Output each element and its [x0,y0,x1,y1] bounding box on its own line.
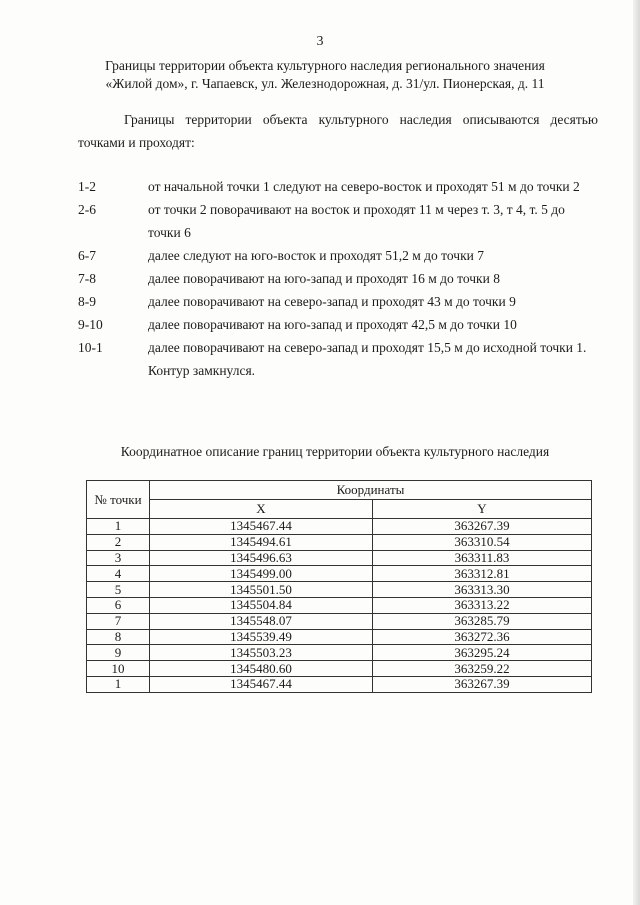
segment-text: далее следуют на юго-восток и проходят 51,2 м до точки 7 [148,248,484,263]
segment-text: далее поворачивают на северо-запад и проходят 43 м до точки 9 [148,294,516,309]
cell-y: 363311.83 [373,550,592,566]
cell-x: 1345467.44 [150,519,373,535]
segment-id: 6-7 [78,248,96,263]
header-x: X [150,500,373,519]
cell-y: 363267.39 [373,676,592,692]
scan-edge [633,0,640,905]
coordinates-table [86,480,592,693]
cell-x: 1345503.23 [150,645,373,661]
cell-point: 8 [87,629,150,645]
table-row [87,597,592,613]
cell-x: 1345496.63 [150,550,373,566]
boundary-segments-list [78,175,598,382]
segment-item [78,313,598,336]
intro-paragraph: Границы территории объекта культурного наследия описываются десятью точками и проходят: [78,112,598,150]
cell-y: 363285.79 [373,613,592,629]
segment-id: 1-2 [78,179,96,194]
cell-point: 1 [87,519,150,535]
table-row [87,566,592,582]
segment-id: 10-1 [78,340,103,355]
cell-point: 4 [87,566,150,582]
table-row [87,676,592,692]
cell-point: 5 [87,582,150,598]
table-row [87,582,592,598]
header-y: Y [373,500,592,519]
cell-y: 363259.22 [373,661,592,677]
cell-x: 1345539.49 [150,629,373,645]
page-number: 3 [316,34,324,49]
cell-x: 1345480.60 [150,661,373,677]
segment-text: далее поворачивают на юго-запад и проходят 42,5 м до точки 10 [148,317,517,332]
header-point-number: № точки [87,481,150,519]
segment-text: от точки 2 поворачивают на восток и проходят 11 м через т. 3, т 4, т. 5 до точки 6 [148,202,565,240]
cell-x: 1345494.61 [150,534,373,550]
cell-point: 6 [87,597,150,613]
cell-point: 3 [87,550,150,566]
cell-x: 1345504.84 [150,597,373,613]
cell-y: 363267.39 [373,519,592,535]
cell-point: 10 [87,661,150,677]
title-line-1: Границы территории объекта культурного наследия регионального значения [105,58,545,73]
cell-point: 9 [87,645,150,661]
segment-text: от начальной точки 1 следуют на северо-восток и проходят 51 м до точки 2 [148,179,580,194]
coordinates-caption: Координатное описание границ территории объекта культурного наследия [120,444,550,459]
cell-x: 1345548.07 [150,613,373,629]
table-row [87,550,592,566]
segment-item [78,267,598,290]
table-row [87,645,592,661]
segment-id: 7-8 [78,271,96,286]
table-row [87,629,592,645]
header-coordinates: Координаты [150,481,592,500]
segment-id: 8-9 [78,294,96,309]
table-row [87,613,592,629]
table-row [87,519,592,535]
segment-item [78,290,598,313]
cell-y: 363295.24 [373,645,592,661]
segment-id: 2-6 [78,202,96,217]
segment-item [78,198,598,244]
cell-x: 1345501.50 [150,582,373,598]
cell-x: 1345499.00 [150,566,373,582]
title-line-2: «Жилой дом», г. Чапаевск, ул. Железнодорожная, д. 31/ул. Пионерская, д. 11 [105,76,545,91]
cell-point: 7 [87,613,150,629]
cell-point: 1 [87,676,150,692]
segment-text: далее поворачивают на юго-запад и проходят 16 м до точки 8 [148,271,500,286]
cell-point: 2 [87,534,150,550]
segment-item [78,336,598,382]
cell-y: 363272.36 [373,629,592,645]
table-row [87,534,592,550]
cell-y: 363313.30 [373,582,592,598]
document-title [40,57,610,93]
cell-y: 363310.54 [373,534,592,550]
cell-x: 1345467.44 [150,676,373,692]
cell-y: 363312.81 [373,566,592,582]
segment-item [78,175,598,198]
segment-id: 9-10 [78,317,103,332]
segment-text: далее поворачивают на северо-запад и проходят 15,5 м до исходной точки 1. Контур замкнулся. [148,340,587,378]
cell-y: 363313.22 [373,597,592,613]
segment-item [78,244,598,267]
table-row [87,661,592,677]
